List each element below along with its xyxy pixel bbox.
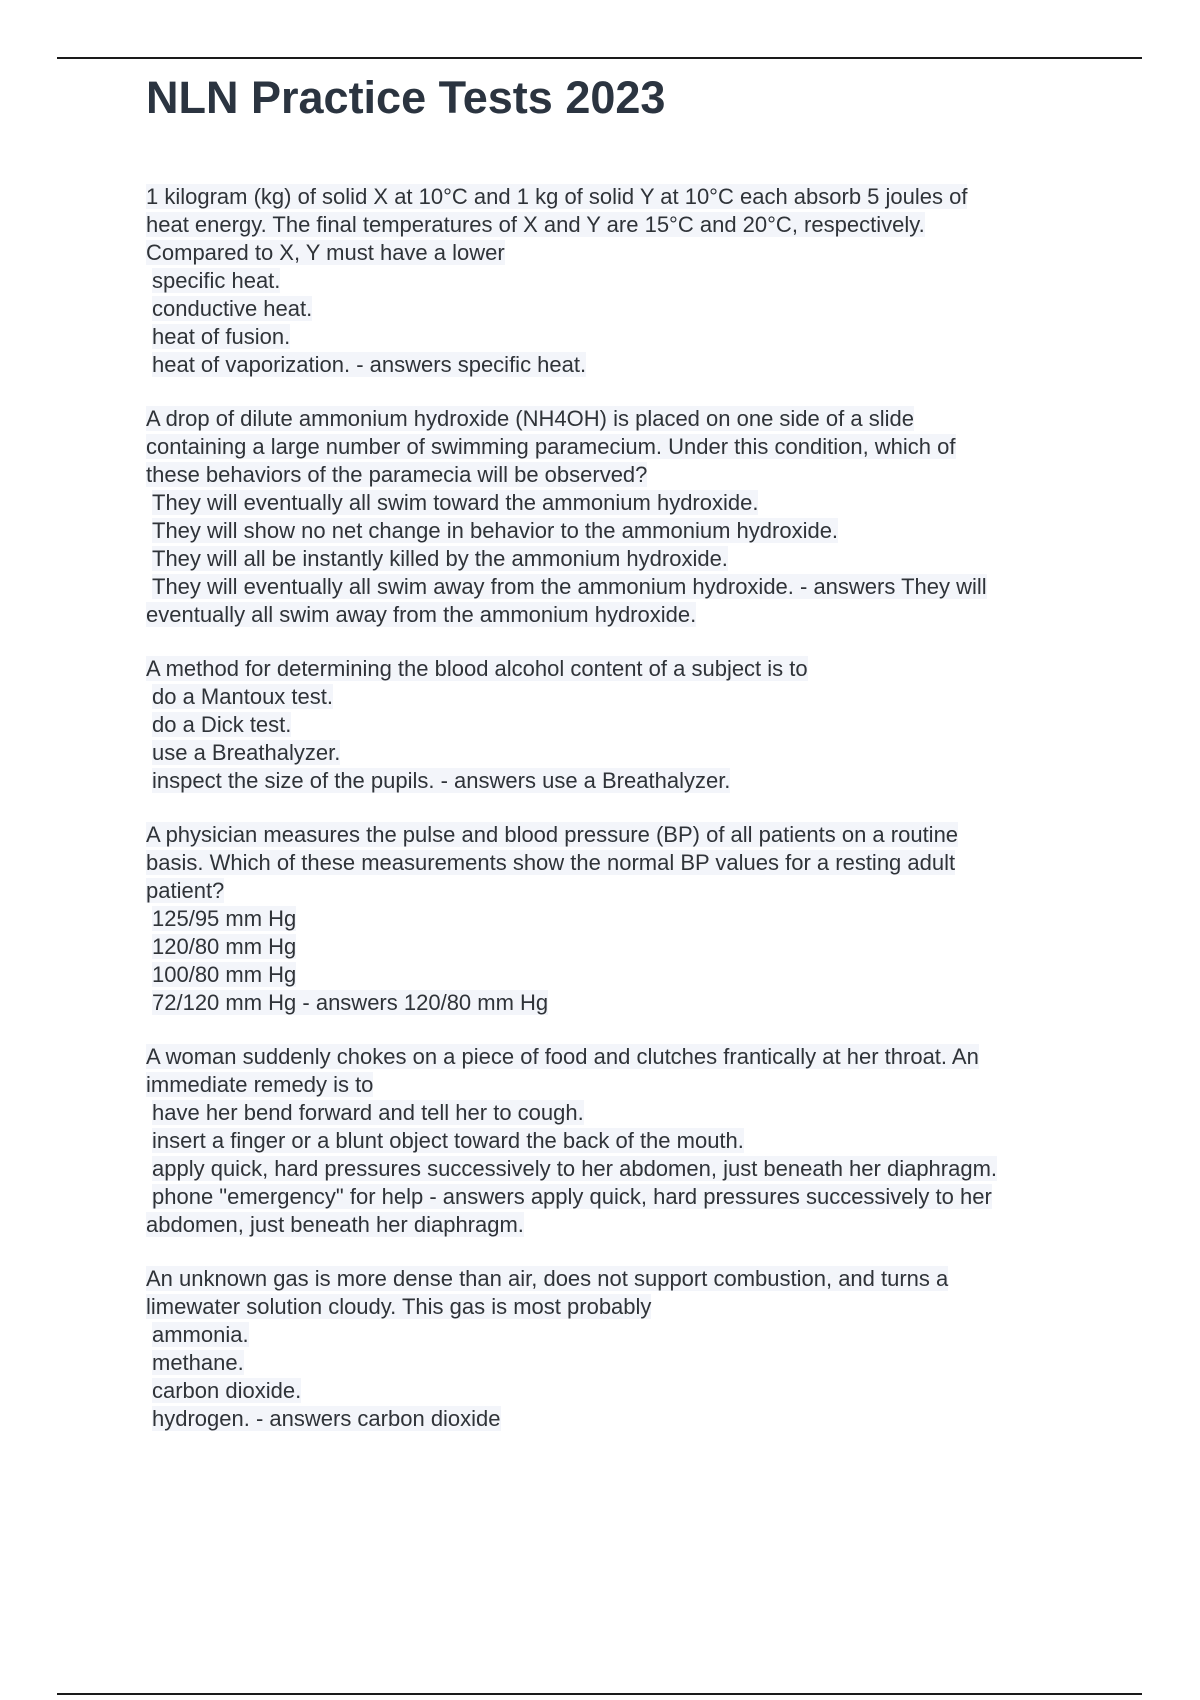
answer-option — [146, 489, 1086, 517]
answer-option — [146, 1405, 1086, 1433]
answer-option — [146, 1321, 1086, 1349]
answer-option — [146, 739, 1086, 767]
question-text-line — [146, 655, 1086, 683]
question-block — [146, 821, 1086, 1017]
answer-option — [146, 961, 1086, 989]
question-block — [146, 655, 1086, 795]
answer-option — [146, 351, 1086, 379]
answer-continuation: abdomen, just beneath her diaphragm. — [146, 1212, 524, 1237]
question-text-line — [146, 433, 1086, 461]
answer-continuation-line — [146, 601, 1086, 629]
answer-option-text: They will show no net change in behavior to the ammonium hydroxide. — [152, 518, 839, 543]
answer-option-text: ammonia. — [152, 1322, 249, 1347]
answer-option-text: 72/120 mm Hg - answers 120/80 mm Hg — [152, 990, 549, 1015]
question-text-line — [146, 1265, 1086, 1293]
question-text: A woman suddenly chokes on a piece of food and clutches frantically at her throat. An — [146, 1044, 979, 1069]
answer-option — [146, 1183, 1086, 1211]
question-text: heat energy. The final temperatures of X and Y are 15°C and 20°C, respectively. — [146, 212, 925, 237]
question-text: A method for determining the blood alcohol content of a subject is to — [146, 656, 808, 681]
answer-option — [146, 1127, 1086, 1155]
answer-option-text: use a Breathalyzer. — [152, 740, 341, 765]
answer-option-text: 100/80 mm Hg — [152, 962, 297, 987]
question-text-line — [146, 461, 1086, 489]
answer-option — [146, 545, 1086, 573]
answer-option-text: heat of fusion. — [152, 324, 291, 349]
answer-option-text: do a Mantoux test. — [152, 684, 333, 709]
question-text: Compared to X, Y must have a lower — [146, 240, 505, 265]
answer-option-text: They will eventually all swim away from the ammonium hydroxide. - answers They will — [152, 574, 987, 599]
answer-option — [146, 905, 1086, 933]
question-text-line — [146, 1293, 1086, 1321]
answer-continuation-line — [146, 1211, 1086, 1239]
question-text-line — [146, 1071, 1086, 1099]
question-block — [146, 1265, 1086, 1433]
answer-option-text: do a Dick test. — [152, 712, 292, 737]
question-list — [146, 183, 1086, 1459]
question-text-line — [146, 821, 1086, 849]
question-text: limewater solution cloudy. This gas is most probably — [146, 1294, 652, 1319]
answer-option — [146, 323, 1086, 351]
question-block — [146, 405, 1086, 629]
answer-continuation: eventually all swim away from the ammonium hydroxide. — [146, 602, 697, 627]
answer-option-text: specific heat. — [152, 268, 281, 293]
answer-option — [146, 1099, 1086, 1127]
answer-option-text: apply quick, hard pressures successively to her abdomen, just beneath her diaphragm. — [152, 1156, 998, 1181]
answer-option — [146, 989, 1086, 1017]
answer-option — [146, 1377, 1086, 1405]
answer-option — [146, 517, 1086, 545]
answer-option-text: inspect the size of the pupils. - answers use a Breathalyzer. — [152, 768, 731, 793]
answer-option — [146, 711, 1086, 739]
question-text: 1 kilogram (kg) of solid X at 10°C and 1 kg of solid Y at 10°C each absorb 5 joules of — [146, 184, 968, 209]
answer-option — [146, 683, 1086, 711]
bottom-rule — [57, 1693, 1142, 1695]
answer-option-text: methane. — [152, 1350, 244, 1375]
question-text-line — [146, 239, 1086, 267]
question-text: basis. Which of these measurements show the normal BP values for a resting adult — [146, 850, 956, 875]
answer-option-text: They will eventually all swim toward the ammonium hydroxide. — [152, 490, 759, 515]
question-text-line — [146, 1043, 1086, 1071]
question-text: these behaviors of the paramecia will be observed? — [146, 462, 648, 487]
question-text: A drop of dilute ammonium hydroxide (NH4OH) is placed on one side of a slide — [146, 406, 914, 431]
question-text: patient? — [146, 878, 225, 903]
question-text-line — [146, 877, 1086, 905]
answer-option-text: insert a finger or a blunt object toward the back of the mouth. — [152, 1128, 744, 1153]
question-text: A physician measures the pulse and blood pressure (BP) of all patients on a routine — [146, 822, 959, 847]
answer-option — [146, 767, 1086, 795]
question-text: immediate remedy is to — [146, 1072, 374, 1097]
question-text: An unknown gas is more dense than air, does not support combustion, and turns a — [146, 1266, 949, 1291]
answer-option-text: carbon dioxide. — [152, 1378, 302, 1403]
answer-option-text: have her bend forward and tell her to cough. — [152, 1100, 584, 1125]
question-text-line — [146, 849, 1086, 877]
answer-option — [146, 1155, 1086, 1183]
answer-option — [146, 267, 1086, 295]
question-text-line — [146, 405, 1086, 433]
question-text-line — [146, 183, 1086, 211]
answer-option — [146, 1349, 1086, 1377]
top-rule — [57, 57, 1142, 59]
answer-option-text: They will all be instantly killed by the ammonium hydroxide. — [152, 546, 728, 571]
answer-option-text: hydrogen. - answers carbon dioxide — [152, 1406, 501, 1431]
answer-option-text: phone "emergency" for help - answers apply quick, hard pressures successively to her — [152, 1184, 992, 1209]
answer-option — [146, 933, 1086, 961]
answer-option — [146, 295, 1086, 323]
answer-option-text: 120/80 mm Hg — [152, 934, 297, 959]
answer-option-text: conductive heat. — [152, 296, 313, 321]
page-title: NLN Practice Tests 2023 — [146, 72, 666, 123]
question-block — [146, 183, 1086, 379]
answer-option-text: heat of vaporization. - answers specific heat. — [152, 352, 587, 377]
question-text: containing a large number of swimming paramecium. Under this condition, which of — [146, 434, 956, 459]
answer-option — [146, 573, 1086, 601]
answer-option-text: 125/95 mm Hg — [152, 906, 297, 931]
question-text-line — [146, 211, 1086, 239]
question-block — [146, 1043, 1086, 1239]
